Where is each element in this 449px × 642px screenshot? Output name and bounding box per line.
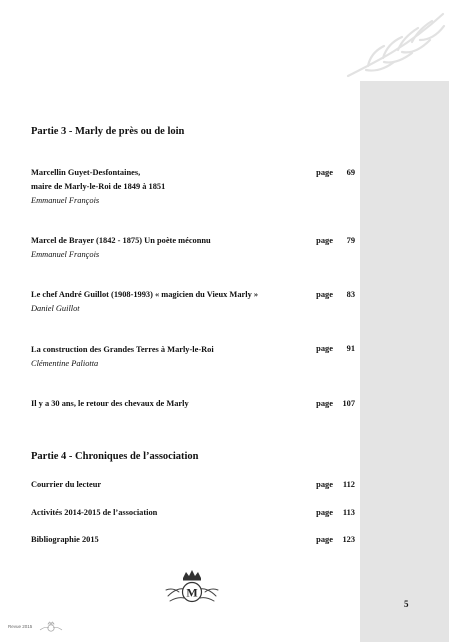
page-value: 91 [346,344,355,353]
side-band [360,81,449,642]
section-title-partie-3: Partie 3 - Marly de près ou de loin [31,126,185,137]
toc-entry [31,397,356,411]
entry-author: Daniel Guillot [31,304,80,313]
entry-title-line: Marcel de Brayer (1842 - 1875) Un poète méconnu [31,236,211,245]
entry-title-line: maire de Marly-le-Roi de 1849 à 1851 [31,182,166,191]
entry-author: Emmanuel François [31,196,100,205]
page-value: 112 [342,480,355,489]
page-label: page [316,344,333,353]
entry-title-line: Activités 2014-2015 de l’association [31,508,158,517]
entry-page-ref [316,535,355,544]
page-label: page [316,508,333,517]
page-label: page [316,480,333,489]
entry-page-ref [316,399,355,408]
entry-title-line: La construction des Grandes Terres à Marly-le-Roi [31,345,214,354]
page-value: 83 [346,290,355,299]
page-value: 107 [342,399,355,408]
small-crest-icon [36,620,66,634]
page-label: page [316,290,333,299]
page-label: page [316,399,333,408]
footer-note: Revue 2015 [8,624,33,629]
page-label: page [316,168,333,177]
svg-text:M: M [186,585,198,600]
toc-entry [31,234,356,261]
entry-page-ref [316,236,355,245]
entry-title-line: Marcellin Guyet-Desfontaines, [31,168,141,177]
page-value: 79 [346,236,355,245]
entry-author: Clémentine Paliotta [31,359,99,368]
entry-page-ref [316,290,355,299]
toc-entry [31,166,356,207]
toc-entry [31,533,356,547]
page-value: 123 [342,535,355,544]
entry-page-ref [316,168,355,177]
page-number: 5 [404,599,409,609]
section-title-partie-4: Partie 4 - Chroniques de l’association [31,451,199,462]
entry-page-ref [316,508,355,517]
entry-title-line: Le chef André Guillot (1908-1993) « magicien du Vieux Marly » [31,290,259,299]
toc-entry [31,288,356,315]
entry-title-line: Il y a 30 ans, le retour des chevaux de Marly [31,399,189,408]
page-value: 69 [346,168,355,177]
page-label: page [316,236,333,245]
entry-author: Emmanuel François [31,250,100,259]
entry-page-ref [316,344,355,353]
entry-page-ref [316,480,355,489]
page-value: 113 [342,508,355,517]
toc-entry [31,506,356,520]
toc-entry [31,343,356,370]
entry-title-line: Courrier du lecteur [31,480,102,489]
toc-entry [31,478,356,492]
leaf-ornament-icon [338,6,449,86]
entry-title-line: Bibliographie 2015 [31,535,99,544]
crowned-m-monogram-icon [162,568,222,606]
page-label: page [316,535,333,544]
